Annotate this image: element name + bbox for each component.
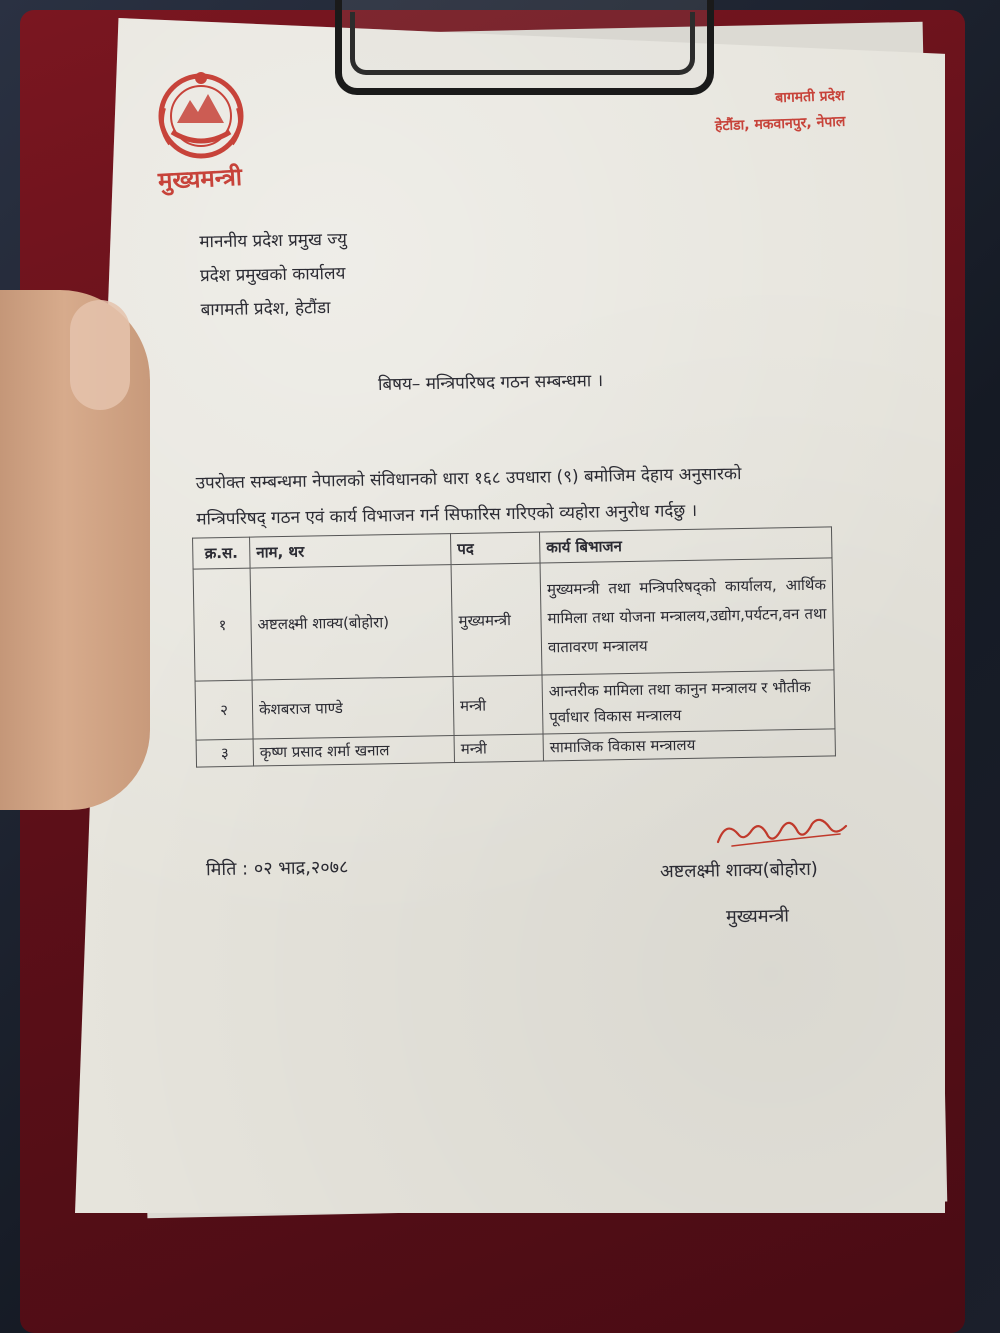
- table-row: [193, 558, 834, 681]
- cell-portfolio: आन्तरीक मामिला तथा कानुन मन्त्रालय र भौतीक पूर्वाधार विकास मन्त्रालय: [542, 670, 835, 734]
- letterhead-province: बागमती प्रदेश: [774, 87, 845, 107]
- handwritten-signature: [712, 806, 852, 854]
- subject-line: बिषय– मन्त्रिपरिषद गठन सम्बन्धमा ।: [377, 371, 604, 395]
- cell-name: कृष्ण प्रसाद शर्मा खनाल: [253, 736, 454, 767]
- cell-name: अष्टलक्ष्मी शाक्य(बोहोरा): [250, 565, 453, 680]
- cell-name: केशबराज पाण्डे: [252, 677, 454, 739]
- signer-name: अष्टलक्ष्मी शाक्य(बोहोरा): [659, 858, 819, 883]
- addressee-block: [199, 223, 348, 328]
- cell-sn: ३: [196, 739, 253, 767]
- body-line: मन्त्रिपरिषद् गठन एवं कार्य विभाजन गर्न सिफारिस गरिएको व्यहोरा अनुरोध गर्दछु ।: [196, 500, 698, 530]
- table-row: [195, 670, 835, 740]
- addressee-line: प्रदेश प्रमुखको कार्यालय: [199, 263, 346, 287]
- clipboard-clip-inner: [350, 12, 695, 75]
- column-header-post: पद: [451, 532, 541, 565]
- cell-post: मन्त्री: [453, 675, 543, 736]
- column-header-portfolio: कार्य बिभाजन: [539, 527, 831, 563]
- cell-sn: २: [195, 680, 253, 740]
- nepal-emblem-icon: [152, 68, 250, 164]
- thumb: [70, 300, 130, 410]
- cell-portfolio: सामाजिक विकास मन्त्रालय: [543, 729, 835, 761]
- body-line: उपरोक्त सम्बन्धमा नेपालको संविधानको धारा १६८ उपधारा (९) बमोजिम देहाय अनुसारको: [195, 464, 742, 494]
- cell-portfolio: मुख्यमन्त्री तथा मन्त्रिपरिषद्को कार्यालय, आर्थिक मामिला तथा योजना मन्त्रालय,उद्योग,पर्यटन,वन तथा वातावरण मन्त्रालय: [540, 558, 834, 675]
- cell-post: मन्त्री: [454, 734, 543, 763]
- letter-date: मिति : ०२ भाद्र,२०७८: [205, 856, 349, 881]
- letterhead-address: [664, 83, 846, 141]
- body-paragraph: [195, 454, 836, 537]
- cell-post: मुख्यमन्त्री: [451, 563, 542, 677]
- letterhead-office-name: मुख्यमन्त्री: [157, 162, 243, 196]
- signer-title: मुख्यमन्त्री: [725, 905, 790, 928]
- addressee-line: बागमती प्रदेश, हेटौंडा: [200, 298, 331, 321]
- column-header-name: नाम, थर: [250, 534, 452, 569]
- addressee-line: माननीय प्रदेश प्रमुख ज्यु: [199, 229, 348, 253]
- column-header-sn: क्र.स.: [193, 537, 251, 569]
- letterhead-location: हेटौंडा, मकवानपुर, नेपाल: [714, 113, 846, 135]
- cell-sn: १: [193, 568, 252, 681]
- cabinet-table: [192, 526, 836, 767]
